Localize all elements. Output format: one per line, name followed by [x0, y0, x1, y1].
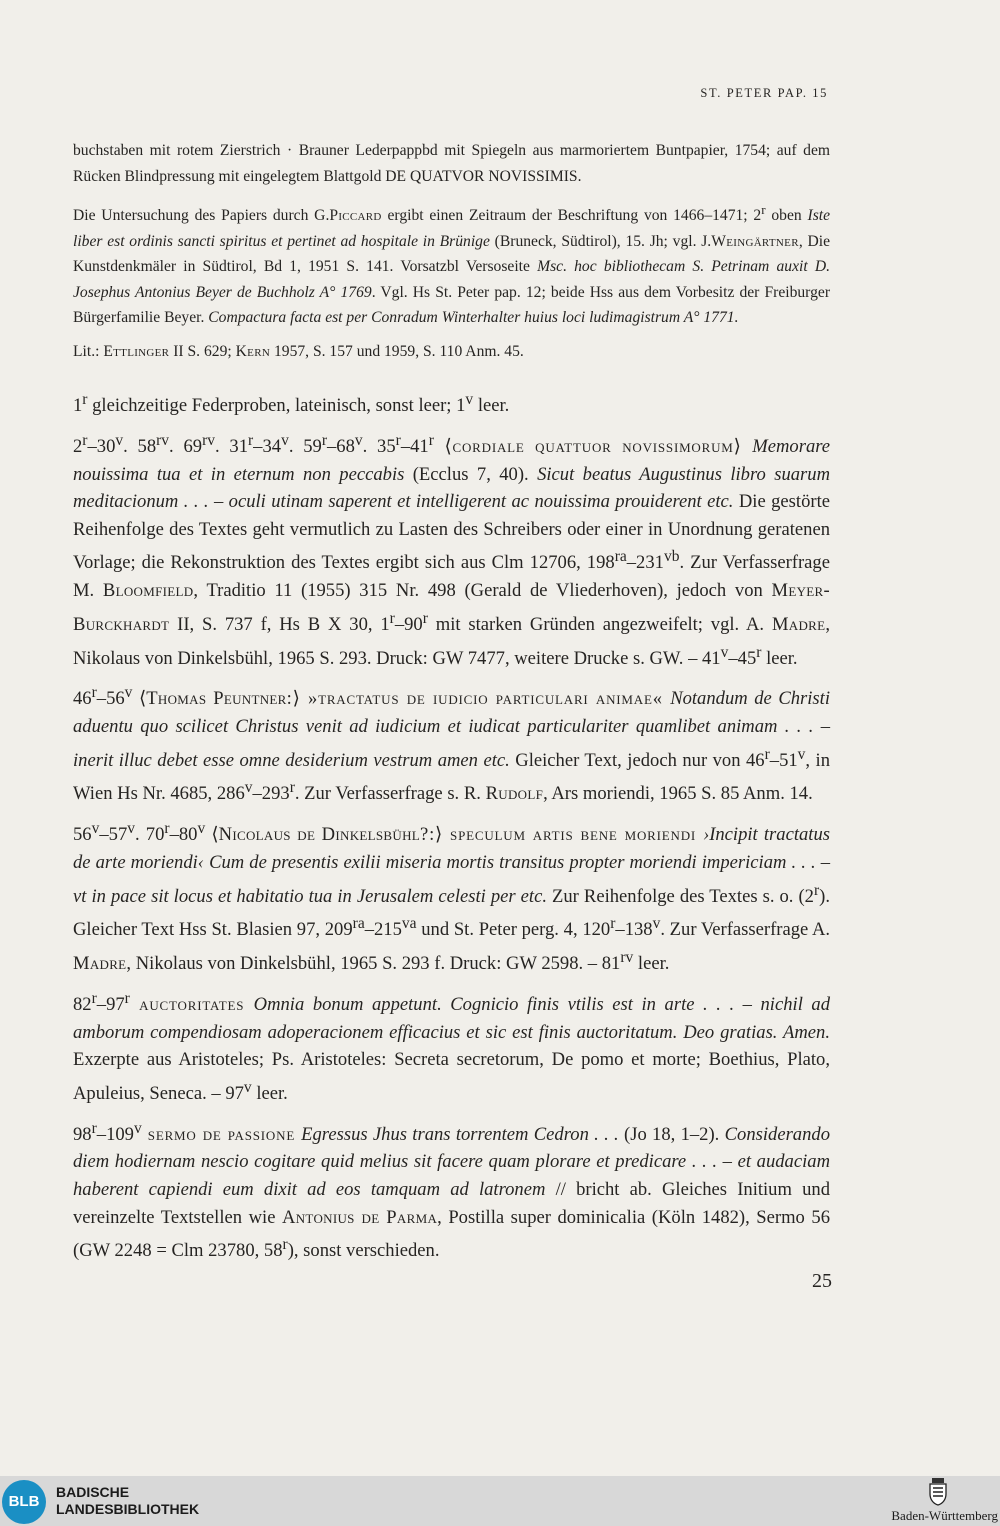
- running-title: ST. PETER PAP. 15: [700, 86, 828, 100]
- page-number: 25: [812, 1270, 832, 1292]
- entry-auctoritates: 82$^r$–97$^r$ auctoritates Omnia bonum appetunt. Cognicio finis vtilis est in arte . . . – nichil ad amborum compendiosam adoperacionem efficacius et sic est finis auctoritatum. Deo gratias. Amen. Exzerpte aus Aristoteles; Ps. Aristoteles: Secreta secretorum, De pomo et morte; Boethius, Plato, Apuleius, Seneca. – 97$^v$ leer.: [73, 989, 831, 1105]
- library-name[interactable]: [56, 1484, 199, 1518]
- viewer-footer: [0, 1476, 1000, 1526]
- library-name-line1: BADISCHE: [56, 1484, 130, 1500]
- entry-speculum-artis: 56$^v$–57$^v$. 70$^r$–80$^v$ ⟨Nicolaus de Dinkelsbühl?:⟩ speculum artis bene moriendi ›Incipit tractatus de arte moriendi‹ Cum de presentis exilii miseria mortis transitus propter moriendi impericiam . . . – vt in pace sit locus et habitatio tua in Jerusalem celesti per etc. Zur Reihenfolge des Textes s. o. (2$^r$). Gleicher Text Hss St. Blasien 97, $209^{ra}-215^{va}$ und St. Peter perg. 4, 120$^r$–138$^v$. Zur Verfasserfrage A. Madre, Nikolaus von Dinkelsbühl, 1965 S. 293 f. Druck: GW 2598. – $81^{rv}$ leer.: [73, 820, 831, 975]
- entry-1r: 1$^r$ gleichzeitige Federproben, lateinisch, sonst leer; 1$^v$ leer.: [73, 391, 510, 417]
- entry-sermo-de-passione: 98$^r$–109$^v$ sermo de passione Egressus Jhus trans torrentem Cedron . . . (Jo 18, 1–2). Considerando diem hodiernam nescio cogitare quid melius sit facere quam plorare et predicare . . . – et audaciam haberent capiendi eum dixit ad eos tamquam ad latronem // bricht ab. Gleiches Initium und vereinzelte Textstellen wie Antonius de Parma, Postilla super dominicalia (Köln 1482), Sermo 56 (GW 2248 = Clm 23780, 58$^r$), sonst verschieden.: [73, 1119, 831, 1262]
- contents-block: [73, 386, 830, 1265]
- entry-tractatus-de-iudicio: 46$^r$–56$^v$ ⟨Thomas Peuntner:⟩ »tractatus de iudicio particulari animae« Notandum de Christi aduentu quo scilicet Christus venit ad iudicium et iudicat particulariter quamlibet animam . . . – inerit illuc debet esse omne desiderium vestrum amen etc. Gleicher Text, jedoch nur von 46$^r$–51$^v$, in Wien Hs Nr. 4685, 286$^v$–293$^r$. Zur Verfasserfrage s. R. Rudolf, Ars moriendi, 1965 S. 85 Anm. 14.: [73, 684, 831, 805]
- paper-analysis-paragraph: Die Untersuchung des Papiers durch G.Piccard ergibt einen Zeitraum der Beschriftung von 1466–1471; 2$^r$ oben Iste liber est ordinis sancti spiritus et pertinet ad hospitale in Brünige (Bruneck, Südtirol), 15. Jh; vgl. J.Weingärtner, Die Kunstdenkmäler in Südtirol, Bd 1, 1951 S. 141. Vorsatzbl Versoseite Msc. hoc bibliothecam S. Petrinam auxit D. Josephus Antonius Beyer de Buchholz A° 1769. Vgl. Hs St. Peter pap. 12; beide Hss aus dem Vorbesitz der Freiburger Bürgerfamilie Beyer. Compactura facta est per Conradum Winterhalter huius loci ludimagistrum A° 1771.: [73, 202, 831, 327]
- binding-description-block: [73, 138, 830, 364]
- literature-line: Lit.: Ettlinger II S. 629; Kern 1957, S. 157 und 1959, S. 110 Anm. 45.: [73, 342, 524, 360]
- library-name-line2: LANDESBIBLIOTHEK: [56, 1501, 200, 1517]
- binding-paragraph: buchstaben mit rotem Zierstrich · Brauner Lederpappbd mit Spiegeln aus marmoriertem Buntpapier, 1754; auf dem Rücken Blindpressung mit eingelegtem Blattgold DE QUATVOR NOVISSIMIS.: [73, 142, 830, 185]
- state-crest-icon: [928, 1478, 948, 1511]
- blb-logo[interactable]: BLB: [2, 1480, 46, 1524]
- state-label: Baden-Württemberg: [891, 1508, 998, 1523]
- entry-cordiale: 2$^r$–30$^v$. $58^{rv}$. $69^{rv}$. 31$^r$–34$^v$. 59$^r$–68$^v$. 35$^r$–41$^r$ ⟨cordiale quattuor novissimorum⟩ Memorare nouissima tua et in eternum non peccabis (Ecclus 7, 40). Sicut beatus Augustinus libro suarum meditacionum . . . – oculi utinam saperent et intelligerent ac nouissima prouiderent etc. Die gestörte Reihenfolge des Textes geht vermutlich zu Lasten des Schreibers oder einer in Unordnung geratenen Vorlage; die Rekonstruktion des Textes ergibt sich aus Clm 12706, $198^{ra}-231^{vb}$. Zur Verfasserfrage M. Bloomfield, Traditio 11 (1955) 315 Nr. 498 (Gerald de Vliederhoven), jedoch von Meyer-Burckhardt II, S. 737 f, Hs B X 30, 1$^r$–90$^r$ mit starken Gründen angezweifelt; vgl. A. Madre, Nikolaus von Dinkelsbühl, 1965 S. 293. Druck: GW 7477, weitere Drucke s. GW. – 41$^v$–45$^r$ leer.: [73, 431, 831, 669]
